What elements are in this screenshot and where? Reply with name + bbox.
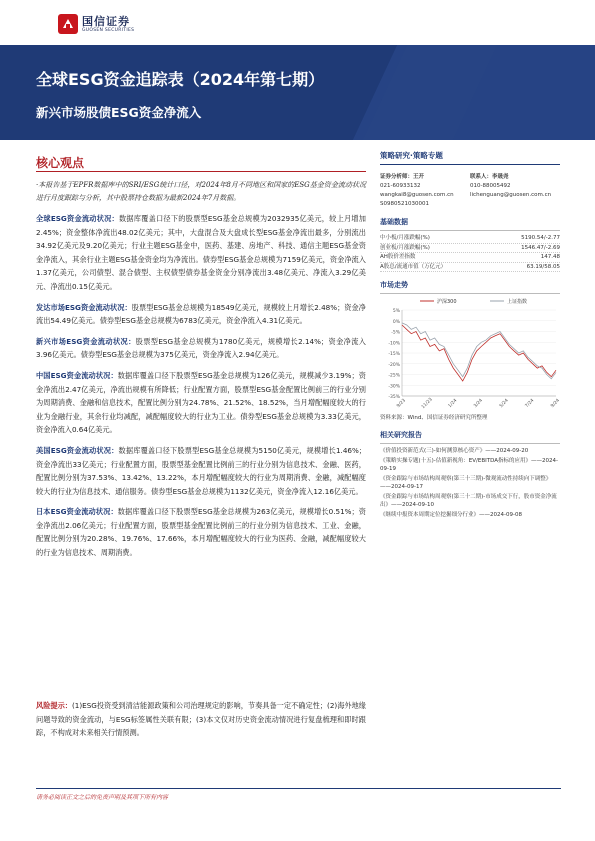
legend-label: 上证指数 — [507, 299, 528, 305]
developed-lead: 发达市场ESG资金流动状况： — [36, 302, 132, 312]
report-title: 全球ESG资金追踪表（2024年第七期） — [36, 70, 325, 89]
risk-body: (1)ESG投资受到清洁能源政策和公司治理规定的影响，节奏具备一定不确定性；(2)海外地缘问题导致的资金流动，与ESG标签属性关联有限；(3)本文仅对历史资金流动情况进行复盘梳理和即时跟踪，不构成对未来相关行情预测。 — [36, 701, 366, 738]
developed-paragraph — [36, 301, 366, 328]
emerging-lead: 新兴市场ESG资金流动状况： — [36, 336, 136, 346]
footer-disclaimer: 请务必阅读正文之后的免责声明及其项下所有内容 — [36, 794, 169, 801]
related-reports-block — [380, 430, 560, 519]
china-paragraph — [36, 369, 366, 437]
emerging-paragraph — [36, 335, 366, 362]
market-trend-chart — [380, 294, 560, 414]
market-trend-block — [380, 280, 560, 422]
sidebar-header: 策略研究·策略专题 — [380, 151, 443, 160]
trend-chart-svg — [380, 294, 560, 414]
related-report-item[interactable]: 《价值投资新范式(三)-如何测算核心资产》——2024-09-20 — [380, 448, 529, 454]
risk-lead: 风险提示： — [36, 701, 72, 710]
x-tick-label: 7/24 — [524, 398, 536, 409]
contact-phone: 010-88005492 — [470, 183, 511, 189]
report-subtitle: 新兴市场股债ESG资金净流入 — [36, 105, 202, 120]
y-tick-label: -25% — [388, 373, 400, 379]
global-lead: 全球ESG资金流动状况： — [36, 214, 119, 223]
x-tick-label: 5/24 — [498, 398, 510, 409]
x-tick-label: 9/24 — [550, 398, 560, 409]
basic-data-row: AH股价差指数 147.48 — [380, 253, 560, 263]
china-lead: 中国ESG资金流动状况： — [36, 370, 118, 380]
emerging-body: 股票型ESG基金总规模为1780亿美元，规模增长2.14%；资金净流入3.96亿美元。债券型ESG基金总规模为375亿美元，资金净流入2.94亿美元。 — [36, 336, 366, 360]
related-report-item[interactable]: 《策略实操专题(十五)-估值新视角：EV/EBITDA指标的应用》——2024-09-19 — [380, 457, 558, 472]
y-tick-label: 0% — [392, 319, 400, 325]
y-tick-label: -35% — [388, 395, 400, 400]
x-tick-label: 1/24 — [447, 398, 459, 409]
risk-paragraph — [36, 699, 366, 740]
y-tick-label: -10% — [388, 341, 400, 347]
logo-text-cn: 国信证券 — [82, 15, 130, 28]
related-report-item[interactable]: 《继续中报资本周期定位挖掘细分行业》——2024-09-08 — [380, 511, 522, 518]
contact-email[interactable]: lichenguang@guosen.com.cn — [470, 192, 552, 198]
japan-lead: 日本ESG资金流动状况： — [36, 507, 118, 517]
market-trend-title: 市场走势 — [380, 281, 408, 289]
japan-paragraph — [36, 505, 366, 559]
x-tick-label: 11/23 — [420, 397, 434, 410]
related-report-item[interactable]: 《资金跟踪与市场结构周观察(第三十二期)-市场成交下行，股市资金净流出》——2024-09-10 — [380, 493, 557, 508]
y-tick-label: -30% — [388, 384, 400, 390]
us-body: 数据库覆盖口径下股票型ESG基金总规模为5150亿美元，规模增长1.46%；资金净流出33亿美元；行业配置方面，股票型基金配置比例前三的行业分别为信息技术、金融、医药，配置比例分别为37.53%、13.42%、13.22%，本月增配幅度较大的行业为周期消费、金融，减配幅度较大的行业为信息技术、通信服务。债券型ESG基金总规模为1132亿美元，资金净流入12.16亿美元。 — [36, 445, 366, 496]
china-body: 数据库覆盖口径下股票型ESG基金总规模为126亿美元，规模减少3.19%；资金净流出2.47亿美元，净流出规模有所降低；行业配置方面，股票型ESG基金配置比例前三的行业分别为周期消费、金融和信息技术，配置比例分别为24.78%、21.52%、18.52%，当月增配幅度较大的行业为金融行业，其余行业均减配，减配幅度较大的行业为工业。债券型ESG基金总规模为3.33亿美元，资金净流入0.64亿美元。 — [36, 370, 366, 435]
y-tick-label: -15% — [388, 352, 400, 357]
analyst-name: 证券分析师：王开 — [380, 174, 425, 180]
developed-body: 股票型ESG基金总规模为18549亿美元，规模较上月增长2.48%；资金净流出54.49亿美元。债券型ESG基金总规模为6783亿美元，资金净流入4.31亿美元。 — [36, 302, 366, 326]
footer-divider — [36, 788, 561, 789]
japan-body: 数据库覆盖口径下股票型ESG基金总规模为263亿美元，规模增长0.51%；资金净流出2.06亿美元；行业配置方面，股票型基金配置比例前三的行业分别为信息技术、工业、金融，配置比例分别为20.28%、19.76%、17.66%，本月增配幅度较大的行业为医药、金融，减配幅度较大的行业为信息技术、周期消费。 — [36, 507, 366, 558]
analyst-phone: 021-60933132 — [380, 183, 421, 189]
global-paragraph — [36, 212, 366, 294]
basic-data-row: 中小板/月涨跌幅(%) 5190.54/-2.77 — [380, 234, 560, 244]
related-report-item[interactable]: 《资金跟踪与市场结构周观察(第三十三期)-微观流动性持续向下调整》——2024-09-17 — [380, 475, 552, 490]
logo-mark-icon — [58, 14, 78, 34]
sidebar — [380, 150, 560, 520]
x-tick-label: 9/23 — [396, 398, 407, 409]
analyst-email[interactable]: wangkai8@guosen.com.cn — [380, 192, 454, 198]
y-tick-label: -20% — [388, 362, 400, 368]
us-lead: 美国ESG资金流动状况： — [36, 445, 119, 455]
company-logo — [58, 12, 158, 40]
basic-data-row: A股总/流通市值（万亿元） 63.19/58.05 — [380, 263, 560, 273]
y-tick-label: -5% — [391, 330, 400, 336]
analyst-block — [380, 173, 560, 209]
contact-name: 联系人：李晟尧 — [470, 174, 509, 180]
section-divider — [36, 171, 366, 172]
title-banner — [0, 45, 595, 140]
global-body: 数据库覆盖口径下的股票型ESG基金总规模为2032935亿美元，较上月增加2.45%；资金整体净流出48.02亿美元；其中，大盘混合及大盘成长型ESG基金净流出最多，分别流出34.92亿美元及9.20亿美元；行业主题ESG基金中，医药、基建、房地产、科技、通信主题ESG基金资金净流入，其余行业主题ESG基金资金均为净流出。债券型ESG基金总规模为7159亿美元，资金净流入1.37亿美元，公司债型、混合债型、主权债型债券基金资金分别净流出3.48亿美元、净流入3.29亿美元、净流出0.15亿美元。 — [36, 214, 366, 291]
us-paragraph — [36, 444, 366, 498]
main-content — [36, 179, 366, 567]
basic-data-row: 创业板/月涨跌幅(%) 1546.47/-2.69 — [380, 244, 560, 254]
sidebar-divider — [380, 164, 560, 165]
basic-data-title: 基础数据 — [380, 218, 408, 226]
basic-data-block — [380, 217, 560, 272]
analyst-cert: S0980521030001 — [380, 201, 429, 207]
intro-paragraph: ·本报告基于EPFR数据库中的SRI/ESG统计口径，对2024年8月不同地区和国家的ESG基金资金流动状况进行月度跟踪与分析，其中股票持仓数据为最新2024年7月数据。 — [36, 181, 366, 202]
legend-label: 沪深300 — [437, 299, 457, 305]
section-title-core-view: 核心观点 — [36, 156, 85, 170]
logo-text-en: GUOSEN SECURITIES — [82, 28, 135, 33]
related-reports-title: 相关研究报告 — [380, 431, 422, 439]
x-tick-label: 3/24 — [473, 398, 484, 409]
y-tick-label: 5% — [392, 309, 400, 314]
chart-source: 资料来源：Wind、国信证券经济研究所整理 — [380, 415, 488, 421]
